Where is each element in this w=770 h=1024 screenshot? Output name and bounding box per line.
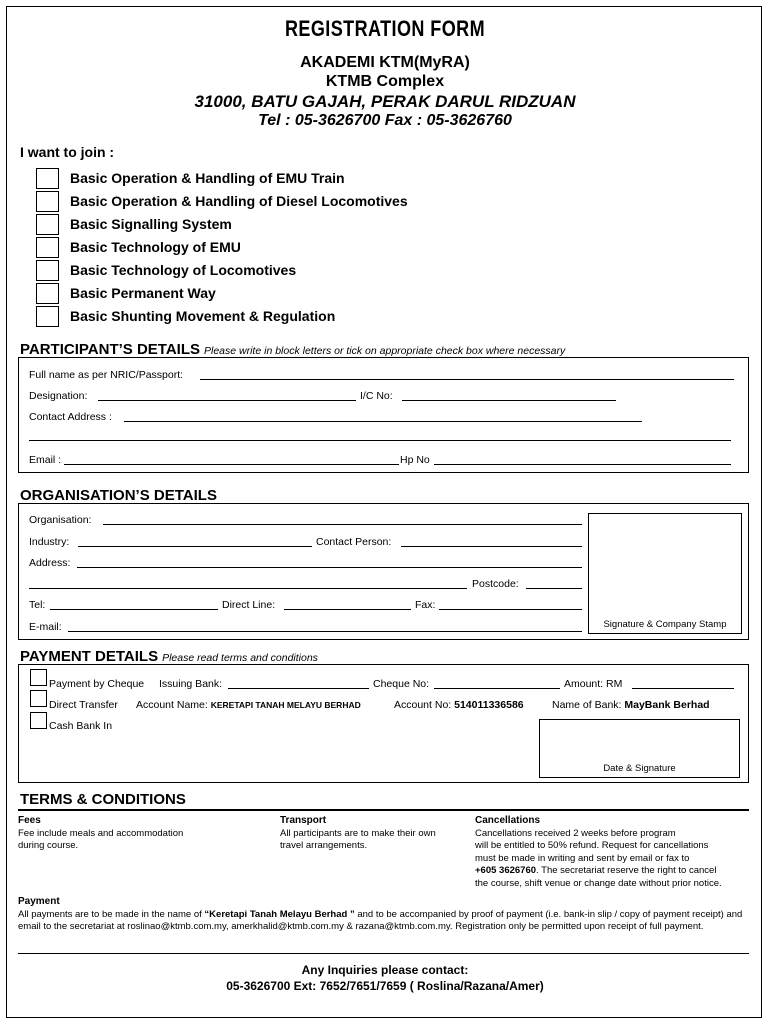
cheque-no-label: Cheque No:: [373, 678, 430, 690]
tel-field[interactable]: [50, 609, 218, 610]
form-title: REGISTRATION FORM: [284, 16, 486, 41]
terms-title: TERMS & CONDITIONS: [20, 791, 186, 808]
org-email-field[interactable]: [68, 631, 582, 632]
cancellations-line-rest: . The secretariat reserve the right to cancel: [536, 865, 717, 876]
payment-terms-post: and to be accompanied by proof of payment (i.e. bank-in slip / copy of payment receipt) and email to the secretariat at roslinao@ktmb.com.my, amerkhalid@ktmb.com.my & razana@ktmb.com.my. Registration only be permitted upon receipt of full payment.: [18, 908, 743, 932]
fees-title: Fees: [18, 815, 41, 826]
payment-terms-name: “Keretapi Tanah Melayu Berhad ”: [204, 908, 355, 920]
inquiry-line1: Any Inquiries please contact:: [301, 963, 469, 977]
transport-column: [280, 815, 470, 853]
org-address-label: Address:: [29, 557, 71, 569]
join-label: I want to join :: [20, 144, 115, 160]
cancellations-phone: +605 3626760: [475, 865, 537, 876]
account-no-value: 514011336586: [454, 699, 524, 711]
fax-label: Fax:: [415, 599, 436, 611]
account-no-caption: Account No:: [394, 699, 452, 711]
course-checkbox[interactable]: [36, 260, 59, 281]
course-checkbox[interactable]: [36, 237, 59, 258]
payment-terms-text: [18, 909, 749, 934]
transport-title: Transport: [280, 815, 327, 826]
inquiry-line2: 05-3626700 Ext: 7652/7651/7659 ( Roslina/Razana/Amer): [226, 979, 544, 993]
issuing-bank-field[interactable]: [228, 688, 369, 689]
course-label: Basic Technology of EMU: [70, 239, 241, 255]
date-signature-caption: Date & Signature: [603, 763, 676, 774]
bank-name-label: [552, 699, 710, 711]
contact-address-label: Contact Address :: [29, 411, 112, 423]
account-name-label: [136, 699, 361, 711]
cheque-label: Payment by Cheque: [49, 678, 145, 690]
cancellations-title: Cancellations: [475, 815, 541, 826]
org-email-label: E-mail:: [29, 621, 62, 633]
account-name-caption: Account Name:: [136, 699, 208, 711]
org-address-field[interactable]: [77, 567, 582, 568]
cash-bank-in-checkbox[interactable]: [30, 712, 47, 729]
terms-rule: [18, 809, 749, 811]
course-checkbox[interactable]: [36, 191, 59, 212]
course-checkbox[interactable]: [36, 283, 59, 304]
payment-terms-title: Payment: [18, 896, 60, 907]
postcode-label: Postcode:: [472, 578, 519, 590]
industry-label: Industry:: [29, 536, 70, 548]
course-label: Basic Technology of Locomotives: [70, 262, 297, 278]
fees-line: Fee include meals and accommodation: [18, 827, 184, 839]
org-complex: KTMB Complex: [325, 73, 445, 90]
date-signature-box[interactable]: [539, 719, 740, 778]
payment-note: Please read terms and conditions: [162, 652, 318, 664]
cancellations-line: the course, shift venue or change date without prior notice.: [475, 877, 722, 889]
org-name: AKADEMI KTM(MyRA): [300, 54, 470, 71]
bank-name-value: MayBank Berhad: [624, 699, 710, 711]
course-checkbox[interactable]: [36, 214, 59, 235]
cash-bank-in-label: Cash Bank In: [49, 720, 113, 732]
cancellations-column: [475, 815, 760, 890]
designation-field[interactable]: [98, 400, 356, 401]
hp-no-label: Hp No: [400, 454, 430, 466]
course-label: Basic Signalling System: [70, 216, 232, 232]
payment-terms-pre: All payments are to be made in the name of: [18, 908, 202, 920]
participant-title: PARTICIPANT’S DETAILS: [20, 341, 200, 358]
payment-title: PAYMENT DETAILS: [20, 648, 159, 665]
fees-line: during course.: [18, 840, 79, 851]
postcode-field[interactable]: [526, 588, 582, 589]
organisation-label: Organisation:: [29, 514, 92, 526]
contact-address-field[interactable]: [124, 421, 642, 422]
industry-field[interactable]: [78, 546, 312, 547]
organisation-field[interactable]: [103, 524, 582, 525]
tel-label: Tel:: [29, 599, 46, 611]
transport-line: travel arrangements.: [280, 840, 368, 851]
cancellations-line: Cancellations received 2 weeks before program: [475, 827, 676, 839]
bank-name-caption: Name of Bank:: [552, 699, 622, 711]
course-checkbox[interactable]: [36, 306, 59, 327]
amount-label: Amount: RM: [564, 678, 623, 690]
transport-line: All participants are to make their own: [280, 827, 436, 839]
hp-no-field[interactable]: [434, 464, 731, 465]
cancellations-line: must be made in writing and sent by email or fax to: [475, 852, 690, 864]
participant-note: Please write in block letters or tick on appropriate check box where necessary: [204, 345, 566, 357]
cheque-no-field[interactable]: [434, 688, 560, 689]
signature-stamp-box[interactable]: [588, 513, 742, 634]
account-no-label: [394, 699, 524, 711]
direct-transfer-label: Direct Transfer: [49, 699, 118, 711]
payment-section-title: [20, 648, 318, 665]
designation-label: Designation:: [29, 390, 88, 402]
course-label: Basic Operation & Handling of Diesel Locomotives: [70, 193, 408, 209]
contact-person-field[interactable]: [401, 546, 582, 547]
org-address-field-line2[interactable]: [29, 588, 467, 589]
org-contact: Tel : 05-3626700 Fax : 05-3626760: [258, 112, 512, 129]
issuing-bank-label: Issuing Bank:: [159, 678, 223, 690]
fax-field[interactable]: [439, 609, 582, 610]
course-label: Basic Shunting Movement & Regulation: [70, 308, 336, 324]
contact-address-field-line2[interactable]: [29, 440, 731, 441]
cancellations-line: will be entitled to 50% refund. Request for cancellations: [475, 840, 709, 851]
cheque-checkbox[interactable]: [30, 669, 47, 686]
org-address: 31000, BATU GAJAH, PERAK DARUL RIDZUAN: [194, 92, 576, 111]
inquiry-rule: [18, 953, 749, 954]
fees-column: [18, 815, 268, 853]
course-checkbox[interactable]: [36, 168, 59, 189]
ic-no-label: I/C No:: [360, 390, 393, 402]
payment-terms: [18, 896, 749, 934]
account-name-value: KERETAPI TANAH MELAYU BERHAD: [210, 700, 361, 710]
amount-field[interactable]: [632, 688, 734, 689]
contact-person-label: Contact Person:: [316, 536, 392, 548]
direct-line-label: Direct Line:: [222, 599, 276, 611]
participant-section-title: [20, 341, 565, 358]
ic-no-field[interactable]: [402, 400, 616, 401]
direct-line-field[interactable]: [284, 609, 411, 610]
email-label: Email :: [29, 454, 62, 466]
signature-stamp-caption: Signature & Company Stamp: [603, 619, 727, 630]
course-label: Basic Permanent Way: [70, 285, 216, 301]
full-name-field[interactable]: [200, 379, 734, 380]
full-name-label: Full name as per NRIC/Passport:: [29, 369, 184, 381]
cancellations-line: [475, 865, 760, 878]
email-field[interactable]: [64, 464, 399, 465]
direct-transfer-checkbox[interactable]: [30, 690, 47, 707]
course-label: Basic Operation & Handling of EMU Train: [70, 170, 345, 186]
organisation-title: ORGANISATION’S DETAILS: [20, 487, 217, 504]
